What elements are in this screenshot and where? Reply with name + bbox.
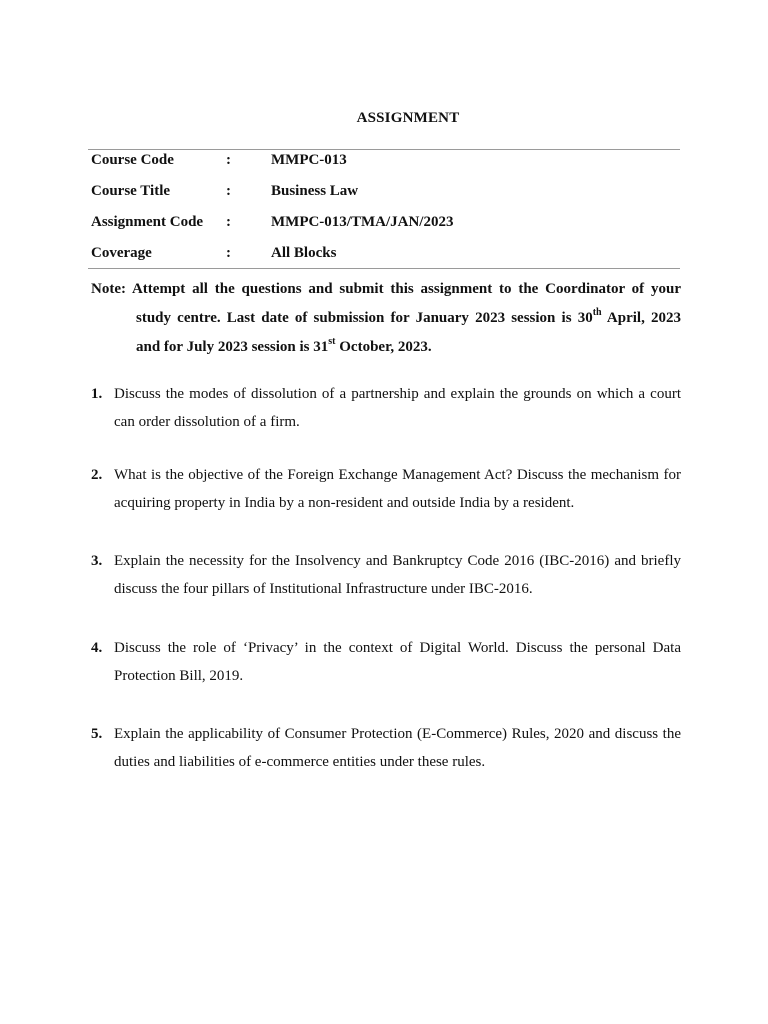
meta-label: Assignment Code xyxy=(91,214,204,230)
note-line-3-text: and for July 2023 session is 31 xyxy=(136,339,329,355)
question-number: 1. xyxy=(91,386,103,402)
meta-value: All Blocks xyxy=(271,245,337,261)
question-text: Explain the necessity for the Insolvency and Bankruptcy Code 2016 (IBC-2016) and briefly discuss the four pillars of Institutional Infrastructure under IBC-2016. xyxy=(114,553,681,597)
note-line-2-text: study centre. Last date of submission for January 2023 session is 30 xyxy=(136,310,593,326)
meta-colon: : xyxy=(226,245,231,261)
note-line-2-date: April, 2023 xyxy=(601,310,681,326)
meta-colon: : xyxy=(226,214,231,230)
assignment-code-row xyxy=(91,212,681,243)
meta-label: Course Code xyxy=(91,152,174,168)
question-item xyxy=(91,547,681,603)
question-item xyxy=(91,461,681,517)
coverage-row xyxy=(91,243,681,274)
note-line-3-date: October, 2023. xyxy=(335,339,432,355)
question-item xyxy=(91,380,681,436)
question-text: Discuss the role of ‘Privacy’ in the context of Digital World. Discuss the personal Data Protection Bill, 2019. xyxy=(114,640,681,684)
meta-value: Business Law xyxy=(271,183,359,199)
ordinal-suffix: st xyxy=(328,336,336,347)
question-text: What is the objective of the Foreign Exchange Management Act? Discuss the mechanism for acquiring property in India by a non-resident and outside India by a resident. xyxy=(114,467,681,511)
question-number: 2. xyxy=(91,467,103,483)
note-line-2 xyxy=(91,304,681,333)
question-text: Explain the applicability of Consumer Protection (E-Commerce) Rules, 2020 and discuss the duties and liabilities of e-commerce entities under these rules. xyxy=(114,726,681,770)
question-number: 3. xyxy=(91,553,103,569)
question-number: 5. xyxy=(91,726,103,742)
meta-value: MMPC-013 xyxy=(271,152,347,168)
note-line-3 xyxy=(91,333,681,362)
course-title-row xyxy=(91,181,681,212)
meta-colon: : xyxy=(226,152,231,168)
submission-note xyxy=(91,275,681,362)
course-info-table xyxy=(91,150,681,274)
course-code-row xyxy=(91,150,681,181)
note-line-1: Note: Attempt all the questions and submit this assignment to the Coordinator of your xyxy=(91,281,681,297)
meta-label: Coverage xyxy=(91,245,152,261)
question-text: Discuss the modes of dissolution of a partnership and explain the grounds on which a court can order dissolution of a firm. xyxy=(114,386,681,430)
bottom-divider xyxy=(88,268,680,269)
page-title: ASSIGNMENT xyxy=(356,110,460,126)
question-item xyxy=(91,634,681,690)
meta-colon: : xyxy=(226,183,231,199)
meta-value: MMPC-013/TMA/JAN/2023 xyxy=(271,214,454,230)
ordinal-suffix: th xyxy=(592,307,602,318)
question-number: 4. xyxy=(91,640,103,656)
question-item xyxy=(91,720,681,776)
meta-label: Course Title xyxy=(91,183,171,199)
